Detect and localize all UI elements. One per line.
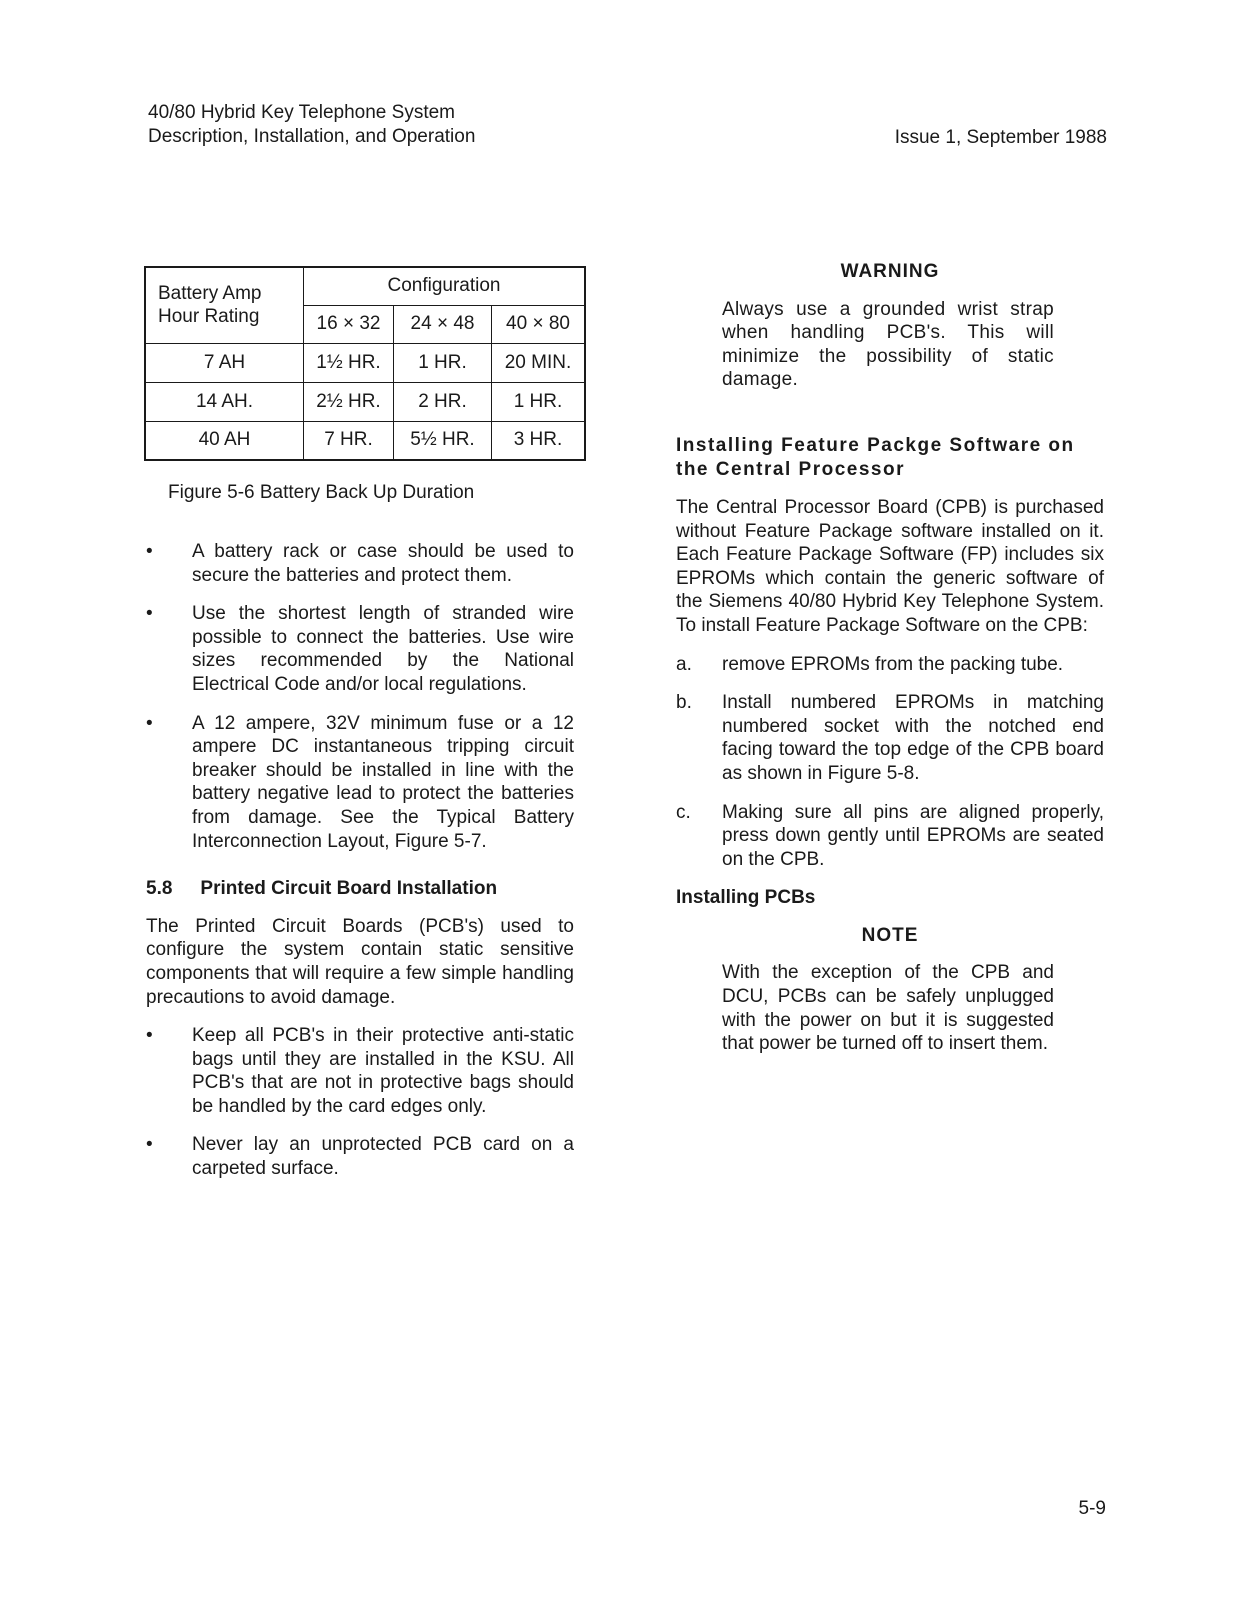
table-cell: 2 HR. bbox=[394, 382, 492, 421]
fp-section-title: Installing Feature Packge Software on the Central Processor bbox=[676, 434, 1075, 480]
battery-bullet-list bbox=[146, 540, 574, 853]
list-item: • A battery rack or case should be used to secure the batteries and protect them. bbox=[146, 541, 574, 586]
list-item: • A 12 ampere, 32V minimum fuse or a 12 ampere DC instantaneous tripping circuit breaker should be installed in line with the battery negative lead to protect the batteries from damage. See the Typical Battery Interconnection Layout, Figure 5-7. bbox=[146, 712, 574, 852]
table-cell: 1 HR. bbox=[492, 382, 586, 421]
section-title: Printed Circuit Board Installation bbox=[200, 878, 498, 900]
bullet-icon: • bbox=[146, 1134, 153, 1156]
battery-duration-table bbox=[144, 266, 586, 461]
table-cell: 1½ HR. bbox=[304, 343, 394, 382]
warning-title: WARNING bbox=[840, 261, 940, 282]
issue-date: Issue 1, September 1988 bbox=[894, 127, 1107, 148]
table-row bbox=[145, 421, 585, 460]
note-title: NOTE bbox=[861, 924, 919, 946]
step-marker: c. bbox=[676, 801, 691, 823]
table-column-header: 40 × 80 bbox=[492, 305, 586, 343]
bullet-icon: • bbox=[146, 541, 153, 562]
list-item: a. remove EPROMs from the packing tube. bbox=[676, 653, 1064, 675]
table-row-header: Battery Amp Hour Rating bbox=[145, 267, 304, 343]
list-item: b. Install numbered EPROMs in matching numbered socket with the notched end facing toward the top edge of the CPB board as shown in Figure 5-8. bbox=[676, 692, 1104, 784]
document-header bbox=[148, 101, 475, 149]
note-text: With the exception of the CPB and DCU, PCBs can be safely unplugged with the power on but it is suggested that power be turned off to insert them. bbox=[722, 962, 1054, 1055]
table-cell: 5½ HR. bbox=[394, 421, 492, 460]
list-item: • Use the shortest length of stranded wire possible to connect the batteries. Use wire sizes recommended by the National Electrical Code and/or local regulations. bbox=[146, 603, 574, 695]
right-column bbox=[676, 260, 1104, 1056]
step-marker: a. bbox=[676, 653, 692, 675]
table-column-header: 24 × 48 bbox=[394, 305, 492, 343]
section-intro: The Printed Circuit Boards (PCB's) used to configure the system contain static sensitive components that will require a few simple handling precautions to avoid damage. bbox=[146, 915, 574, 1008]
list-item: • Keep all PCB's in their protective anti-static bags until they are installed in the KSU. All PCB's that are not in protective bags should be handled by the card edges only. bbox=[146, 1025, 574, 1117]
header-title: 40/80 Hybrid Key Telephone System bbox=[148, 102, 455, 123]
table-row bbox=[145, 343, 585, 382]
pcb-section-title: Installing PCBs bbox=[676, 887, 816, 909]
pcb-bullet-list bbox=[146, 1024, 574, 1181]
left-column bbox=[146, 540, 574, 1196]
list-item: • Never lay an unprotected PCB card on a carpeted surface. bbox=[146, 1134, 574, 1180]
table-cell: 7 HR. bbox=[304, 421, 394, 460]
table-row-label: 14 AH. bbox=[145, 382, 304, 421]
table-cell: 2½ HR. bbox=[304, 382, 394, 421]
bullet-icon: • bbox=[146, 1025, 153, 1047]
table-cell: 20 MIN. bbox=[492, 343, 586, 382]
fp-steps-list bbox=[676, 653, 1104, 872]
page-number: 5-9 bbox=[1078, 1498, 1106, 1519]
figure-caption: Figure 5-6 Battery Back Up Duration bbox=[168, 482, 475, 503]
table-column-header: 16 × 32 bbox=[304, 305, 394, 343]
section-number: 5.8 bbox=[146, 878, 173, 900]
table-row bbox=[145, 382, 585, 421]
warning-text: Always use a grounded wrist strap when handling PCB's. This will minimize the possibility of static damage. bbox=[722, 298, 1054, 391]
table-row-label: 7 AH bbox=[145, 343, 304, 382]
table-cell: 3 HR. bbox=[492, 421, 586, 460]
list-item: c. Making sure all pins are aligned properly, press down gently until EPROMs are seated on the CPB. bbox=[676, 801, 1104, 870]
bullet-icon: • bbox=[146, 603, 153, 625]
header-subtitle: Description, Installation, and Operation bbox=[148, 126, 476, 147]
table-group-header: Configuration bbox=[304, 267, 586, 305]
section-heading bbox=[146, 877, 574, 901]
bullet-icon: • bbox=[146, 712, 153, 734]
step-marker: b. bbox=[676, 692, 692, 714]
table-cell: 1 HR. bbox=[394, 343, 492, 382]
fp-section-intro: The Central Processor Board (CPB) is purchased without Feature Package software installed on it. Each Feature Package Software (FP) includes six EPROMs which contain the generic software of the Siemens 40/80 Hybrid Key Telephone System. To install Feature Package Software on the CPB: bbox=[676, 496, 1104, 636]
table-row-label: 40 AH bbox=[145, 421, 304, 460]
